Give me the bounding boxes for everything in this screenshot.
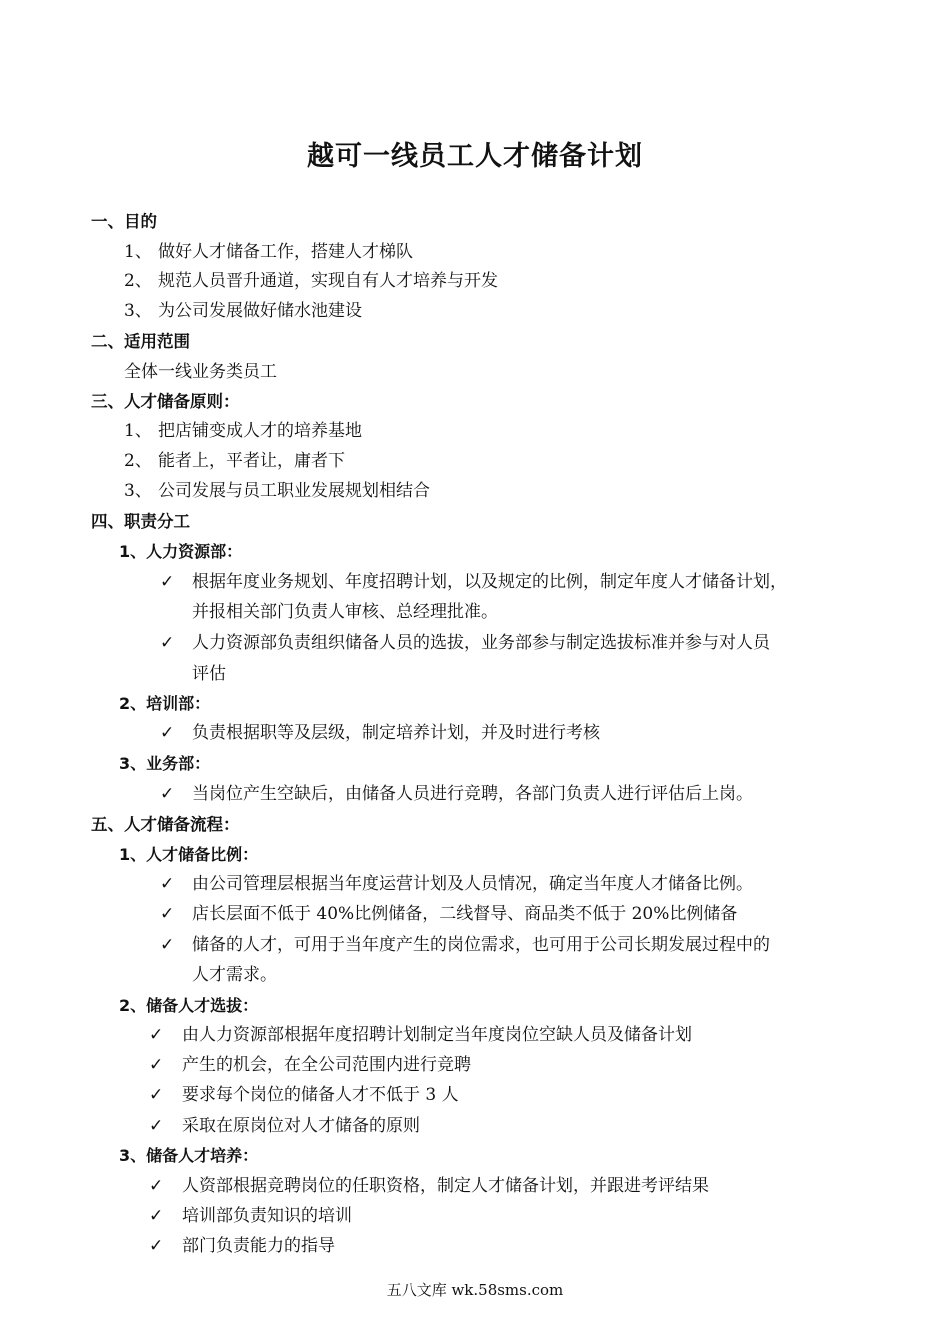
bullet-text-continued: 评估 — [192, 664, 226, 684]
item-number: 2、 — [124, 271, 152, 291]
page-footer: 五八文库 wk.58sms.com — [386, 1281, 564, 1299]
item-text: 把店铺变成人才的培养基地 — [158, 421, 362, 441]
bullet-text: 培训部负责知识的培训 — [182, 1206, 352, 1226]
list-item — [124, 450, 345, 472]
checkmark-icon: ✓ — [149, 1206, 164, 1226]
section-heading-responsibilities: 四、职责分工 — [91, 512, 190, 531]
bullet-text-continued: 并报相关部门负责人审核、总经理批准。 — [192, 602, 498, 622]
bullet-text: 部门负责能力的指导 — [182, 1236, 335, 1256]
subheading-business: 3、业务部： — [119, 754, 211, 773]
bullet-text: 储备的人才，可用于当年度产生的岗位需求，也可用于公司长期发展过程中的 — [192, 935, 770, 955]
bullet-text: 由人力资源部根据年度招聘计划制定当年度岗位空缺人员及储备计划 — [182, 1025, 692, 1045]
list-item — [124, 480, 430, 502]
bullet-text: 由公司管理层根据当年度运营计划及人员情况，确定当年度人才储备比例。 — [192, 874, 753, 894]
bullet-text: 人力资源部负责组织储备人员的选拔，业务部参与制定选拔标准并参与对人员 — [192, 633, 770, 653]
checkmark-icon: ✓ — [149, 1025, 164, 1045]
item-number: 3、 — [124, 481, 152, 501]
list-item — [124, 241, 413, 263]
page-title: 越可一线员工人才储备计划 — [307, 141, 643, 172]
section-heading-scope: 二、适用范围 — [91, 332, 190, 351]
item-number: 3、 — [124, 301, 152, 321]
item-text: 为公司发展做好储水池建设 — [158, 301, 362, 321]
checkmark-icon: ✓ — [160, 874, 175, 894]
subheading-hr: 1、人力资源部： — [119, 542, 243, 561]
checkmark-icon: ✓ — [149, 1055, 164, 1075]
item-text: 做好人才储备工作，搭建人才梯队 — [158, 242, 413, 262]
list-item — [124, 300, 362, 322]
checkmark-icon: ✓ — [160, 784, 175, 804]
bullet-text: 当岗位产生空缺后，由储备人员进行竞聘，各部门负责人进行评估后上岗。 — [192, 784, 753, 804]
item-text: 能者上，平者让，庸者下 — [158, 451, 345, 471]
bullet-text: 产生的机会，在全公司范围内进行竞聘 — [182, 1055, 471, 1075]
bullet-text: 店长层面不低于 40%比例储备，二线督导、商品类不低于 20%比例储备 — [192, 904, 738, 924]
item-text: 公司发展与员工职业发展规划相结合 — [158, 481, 430, 501]
item-number: 1、 — [124, 242, 152, 262]
checkmark-icon: ✓ — [160, 935, 175, 955]
section-heading-purpose: 一、目的 — [91, 212, 157, 231]
item-number: 2、 — [124, 451, 152, 471]
checkmark-icon: ✓ — [160, 723, 175, 743]
subheading-training: 2、培训部： — [119, 694, 211, 713]
item-text: 规范人员晋升通道，实现自有人才培养与开发 — [158, 271, 498, 291]
checkmark-icon: ✓ — [149, 1085, 164, 1105]
item-number: 1、 — [124, 421, 152, 441]
section-heading-principles: 三、人才储备原则： — [91, 392, 240, 411]
bullet-text: 根据年度业务规划、年度招聘计划，以及规定的比例，制定年度人才储备计划， — [192, 572, 787, 592]
checkmark-icon: ✓ — [160, 904, 175, 924]
subheading-cultivation: 3、储备人才培养： — [119, 1146, 259, 1165]
checkmark-icon: ✓ — [149, 1236, 164, 1256]
checkmark-icon: ✓ — [160, 633, 175, 653]
subheading-selection: 2、储备人才选拔： — [119, 996, 259, 1015]
section-heading-process: 五、人才储备流程： — [91, 815, 240, 834]
checkmark-icon: ✓ — [149, 1116, 164, 1136]
checkmark-icon: ✓ — [149, 1176, 164, 1196]
bullet-text-continued: 人才需求。 — [192, 965, 277, 985]
list-item — [124, 420, 362, 442]
bullet-text: 人资部根据竞聘岗位的任职资格，制定人才储备计划，并跟进考评结果 — [182, 1176, 709, 1196]
bullet-text: 负责根据职等及层级，制定培养计划，并及时进行考核 — [192, 723, 600, 743]
checkmark-icon: ✓ — [160, 572, 175, 592]
scope-text: 全体一线业务类员工 — [124, 362, 277, 382]
bullet-text: 采取在原岗位对人才储备的原则 — [182, 1116, 420, 1136]
bullet-text: 要求每个岗位的储备人才不低于 3 人 — [182, 1085, 459, 1105]
subheading-ratio: 1、人才储备比例： — [119, 845, 259, 864]
list-item — [124, 270, 498, 292]
